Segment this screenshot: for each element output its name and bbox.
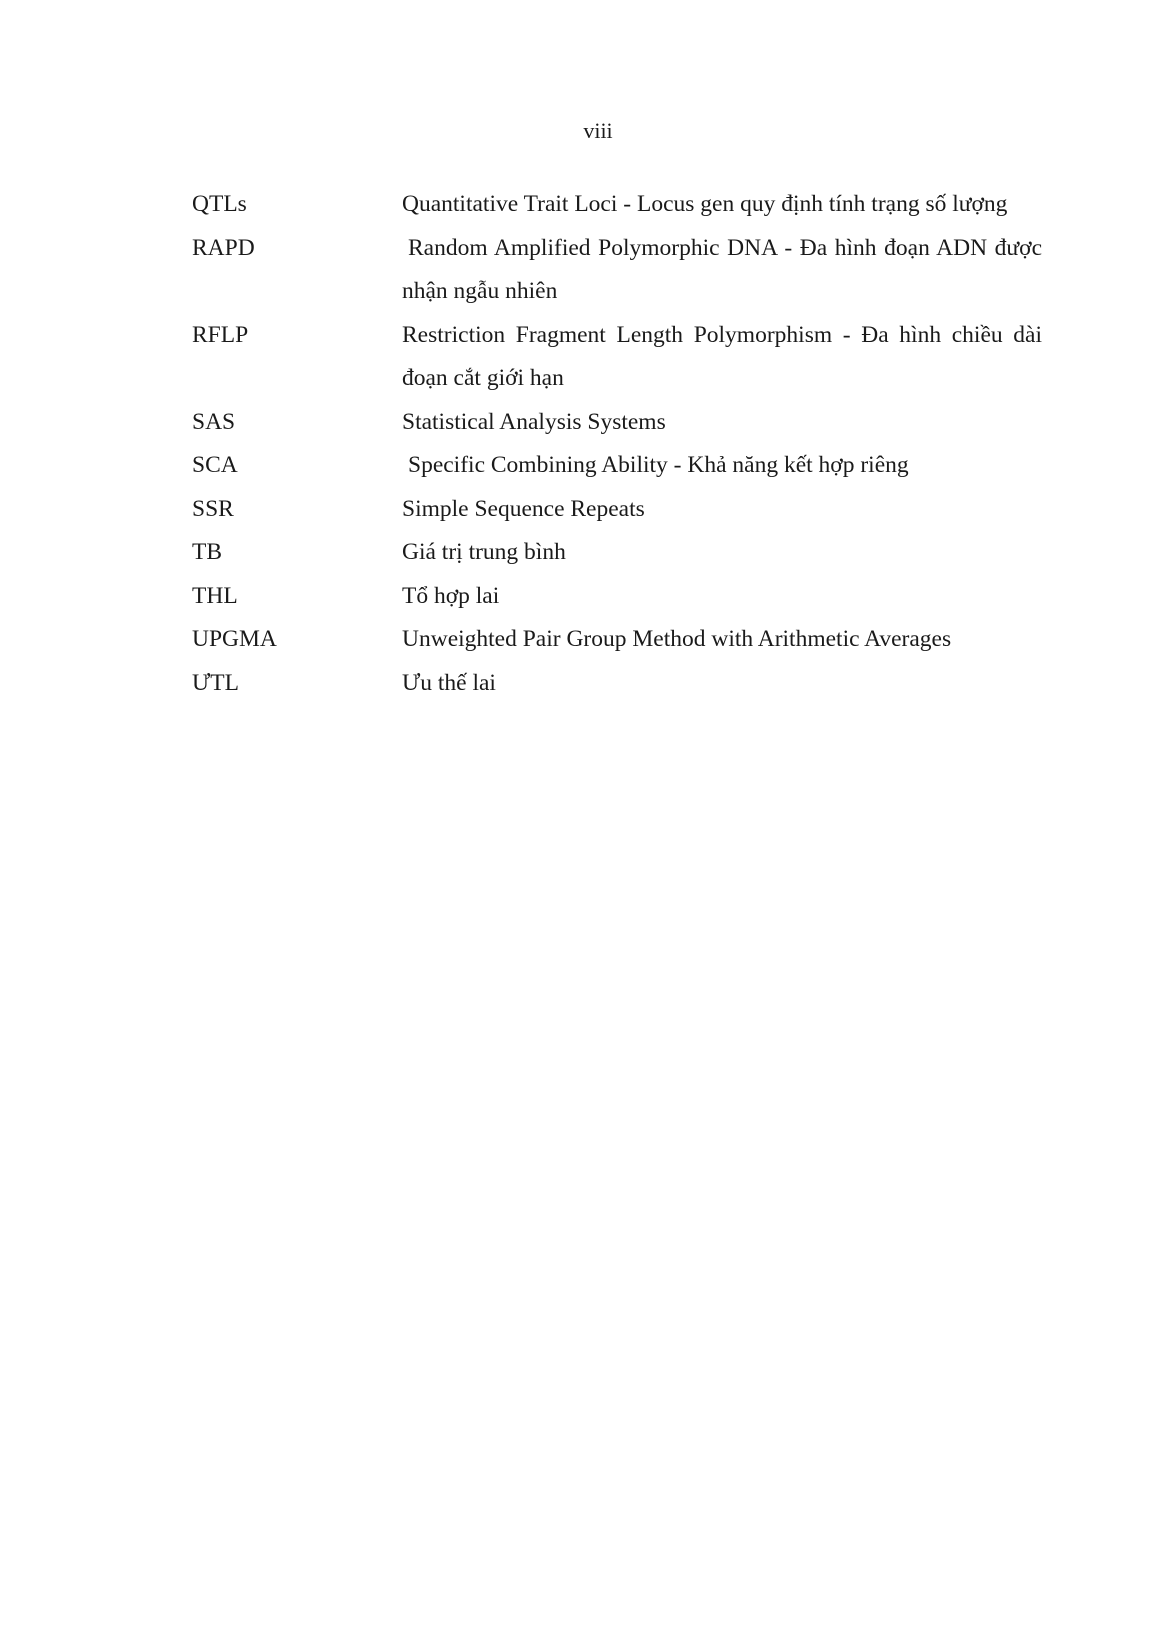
abbreviation-row — [192, 183, 1042, 227]
abbreviation-row — [192, 531, 1042, 575]
abbreviation-row — [192, 662, 1042, 706]
abbreviation-definition: Restriction Fragment Length Polymorphism - Đa hình chiều dài đoạn cắt giới hạn — [402, 321, 1042, 391]
abbreviation-term: UPGMA — [192, 626, 277, 652]
abbreviation-row — [192, 618, 1042, 662]
abbreviation-definition: Unweighted Pair Group Method with Arithmetic Averages — [402, 626, 952, 652]
abbreviation-definition: Ưu thế lai — [402, 669, 496, 696]
abbreviation-term: TB — [192, 539, 223, 565]
abbreviation-definition: Tổ hợp lai — [402, 582, 500, 609]
abbreviation-definition: Giá trị trung bình — [402, 539, 566, 565]
abbreviation-row — [192, 488, 1042, 532]
abbreviation-term: THL — [192, 582, 238, 609]
abbreviation-definition: Quantitative Trait Loci - Locus gen quy định tính trạng số lượng — [402, 191, 1008, 217]
page-number: viii — [583, 118, 613, 143]
abbreviation-row — [192, 575, 1042, 619]
abbreviation-definition: Statistical Analysis Systems — [402, 408, 666, 435]
abbreviation-row — [192, 401, 1042, 445]
abbreviation-term: SAS — [192, 408, 236, 435]
abbreviation-term: RFLP — [192, 321, 249, 348]
abbreviation-definition: Random Amplified Polymorphic DNA - Đa hình đoạn ADN được nhận ngẫu nhiên — [402, 234, 1042, 304]
abbreviation-term: QTLs — [192, 191, 247, 217]
abbreviation-term: SSR — [192, 495, 234, 522]
abbreviation-term: ƯTL — [192, 669, 239, 696]
abbreviation-row — [192, 227, 1042, 314]
abbreviation-row — [192, 444, 1042, 488]
abbreviation-definition: Specific Combining Ability - Khả năng kết hợp riêng — [408, 452, 909, 478]
abbreviation-row — [192, 314, 1042, 401]
abbreviation-list — [192, 183, 1042, 705]
abbreviation-term: SCA — [192, 452, 238, 478]
abbreviation-definition: Simple Sequence Repeats — [402, 495, 645, 522]
abbreviation-term: RAPD — [192, 234, 255, 261]
